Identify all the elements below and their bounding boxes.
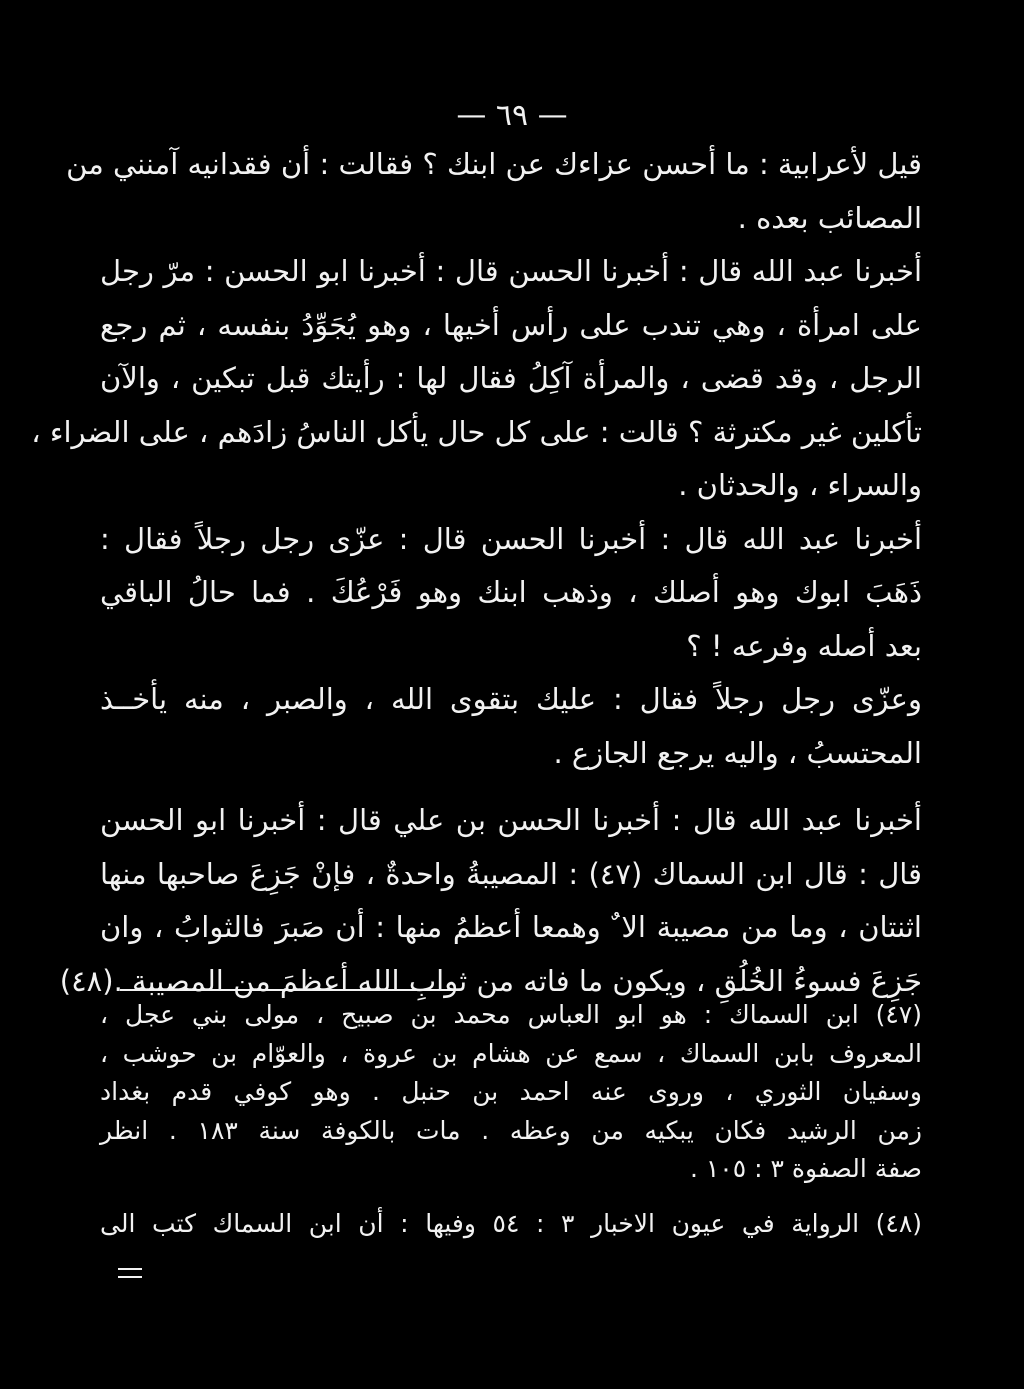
text-line: أخبرنا عبد الله قال : أخبرنا الحسن بن علي قال : أخبرنا ابو الحسن (100, 803, 922, 837)
text-line: المصائب بعده . (737, 200, 922, 235)
footnote-line: زمن الرشيد فكان يبكيه من وعظه . مات بالكوفة سنة ١٨٣ . انظر (100, 1115, 923, 1145)
footnote-divider (120, 989, 454, 991)
text-line: أخبرنا عبد الله قال : أخبرنا الحسن قال : عزّى رجل رجلاً فقال : (100, 521, 922, 556)
text-line: اثنتان ، وما من مصيبة الا ٌ وهمعا أعظمُ منها : أن صَبرَ فالثوابُ ، وان (100, 910, 922, 944)
footnote-line: (٤٨) الرواية في عيون الاخبار ٣ : ٥٤ وفيها : أن ابن السماك كتب الى (100, 1208, 923, 1238)
text-line: الرجل ، وقد قضى ، والمرأة آكِلُ فقال لها : رأيتك قبل تبكين ، والآن (100, 361, 922, 395)
text-line: قيل لأعرابية : ما أحسن عزاءك عن ابنك ؟ فقالت : أن فقدانيه آمنني من (66, 147, 922, 181)
continuation-mark (118, 1268, 142, 1278)
text-line: ذَهَبَ ابوك وهو أصلك ، وذهب ابنك وهو فَرْعُكَ . فما حالُ الباقي (100, 575, 922, 609)
text-line: وعزّى رجل رجلاً فقال : عليك بتقوى الله ، والصبر ، منه يأخــذ (100, 682, 922, 716)
footnote-line: المعروف بابن السماك ، سمع عن هشام بن عروة ، والعوّام بن حوشب ، (100, 1038, 922, 1068)
footnote-line: (٤٧) ابن السماك : هو ابو العباس محمد بن صبيح ، مولى بني عجل ، (100, 1000, 922, 1029)
text-line: المحتسبُ ، واليه يرجع الجازع . (553, 735, 922, 770)
text-line: والسراء ، والحدثان . (678, 468, 922, 502)
text-line: بعد أصله وفرعه ! ؟ (686, 628, 922, 663)
footnote-line: وسفيان الثوري ، وروى عنه احمد بن حنبل . وهو كوفي قدم بغداد (100, 1077, 922, 1106)
text-line: قال : قال ابن السماك (٤٧) : المصيبةُ واحدةٌ ، فإنْ جَزِعَ صاحبها منها (100, 856, 922, 891)
page-number: — ٦٩ — (456, 98, 568, 133)
main-text (31, 138, 922, 1008)
footnote-line: صفة الصفوة ٣ : ١٠٥ . (689, 1154, 922, 1183)
text-line: أخبرنا عبد الله قال : أخبرنا الحسن قال : أخبرنا ابو الحسن : مرّ رجل (100, 254, 922, 288)
text-line: جَزِعَ فسوءُ الخُلُقِ ، ويكون ما فاته من ثوابِ الله أعظمَ من المصيبة .(٤٨) (59, 963, 922, 998)
text-line: على امرأة ، وهي تندب على رأس أخيها ، وهو يُجَوِّدُ بنفسه ، ثم رجع (100, 307, 922, 342)
text-line: تأكلين غير مكترثة ؟ قالت : على كل حال يأكل الناسُ زادَهم ، على الضراء ، (31, 414, 922, 449)
footnotes (100, 996, 922, 1243)
